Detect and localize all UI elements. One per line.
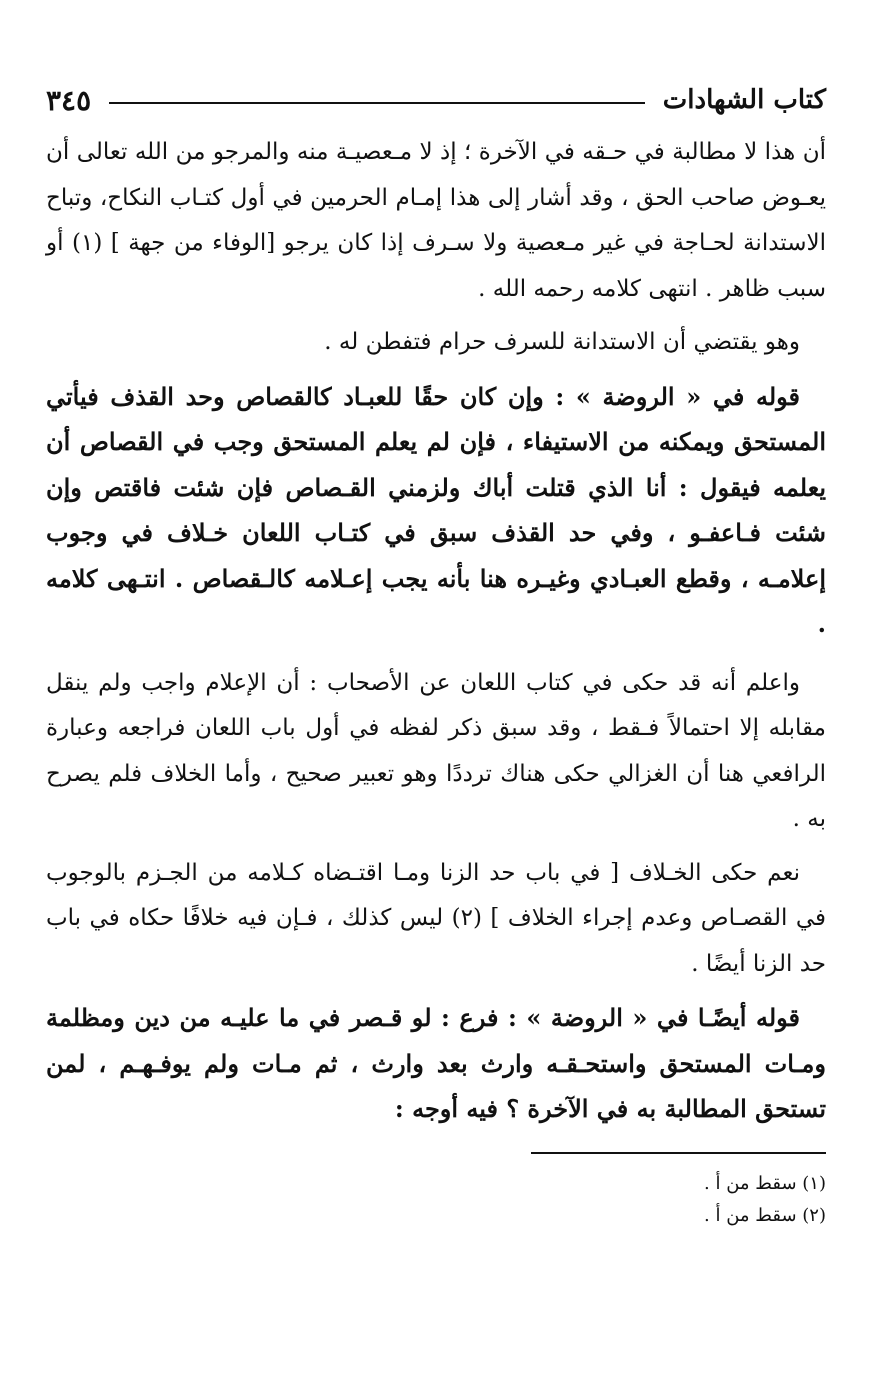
footnote-separator	[531, 1152, 826, 1154]
footnote-2: (٢) سقط من أ .	[704, 1204, 826, 1226]
paragraph-5: نعم حكى الخـلاف [ في باب حد الزنا ومـا اقتـضاه كـلامه من الجـزم بالوجوب في القصـاص وعدم إجراء الخلاف ] (٢) ليس كذلك ، فـإن فيه خلافًا حكاه في باب حد الزنا أيضًا .	[46, 859, 826, 977]
footnotes	[46, 1168, 826, 1232]
page-number: ٣٤٥	[46, 83, 92, 117]
paragraph-6: قوله أيضًـا في « الروضة » : فرع : لو قـصر في ما عليـه من دين ومظلمة ومـات المستحق واستحـقـه وارث بعد وارث ، ثم مـات ولم يوفـهـم ، لمن تستحق المطالبة به في الآخرة ؟ فيه أوجه :	[46, 1003, 826, 1123]
footnote-1: (١) سقط من أ .	[704, 1172, 826, 1194]
page	[46, 78, 826, 1232]
paragraph-4: واعلم أنه قد حكى في كتاب اللعان عن الأصحاب : أن الإعلام واجب ولم ينقل مقابله إلا احتمالاً فـقط ، وقد سبق ذكر لفظه في أول باب اللعان فراجعه وعبارة الرافعي هنا أن الغزالي حكى هناك ترددًا وهو تعبير صحيح ، وأما الخلاف فلم يصرح به .	[46, 669, 826, 832]
paragraph-1: أن هذا لا مطالبة في حـقه في الآخرة ؛ إذ لا مـعصيـة منه والمرجو من الله تعالى أن يعـوض صاحب الحق ، وقد أشار إلى هذا إمـام الحرمين في أول كتـاب النكاح، وتباح الاستدانة لحـاجة في غير مـعصية ولا سـرف إذا كان يرجو [الوفاء من جهة ] (١) أو سبب ظاهر . انتهى كلامه رحمه الله .	[46, 139, 827, 302]
header-rule	[109, 102, 645, 104]
paragraph-2: وهو يقتضي أن الاستدانة للسرف حرام فتفطن له .	[324, 329, 800, 355]
paragraph-3: قوله في « الروضة » : وإن كان حقًا للعبـاد كالقصاص وحد القذف فيأتي المستحق ويمكنه من الاستيفاء ، فإن لم يعلم المستحق وجب في القصاص أن يعلمه فيقول : أنا الذي قتلت أباك ولزمني القـصاص فإن شئت فاقتص وإن شئت فـاعفـو ، وفي حد القذف سبق في كتـاب اللعان خـلاف في وجوب إعلامـه ، وقطع العبـادي وغيـره هنا بأنه يجب إعـلامه كالـقصاص . انتـهى كلامه .	[46, 381, 826, 638]
page-header	[46, 78, 826, 122]
chapter-title: كتاب الشهادات	[662, 85, 826, 115]
